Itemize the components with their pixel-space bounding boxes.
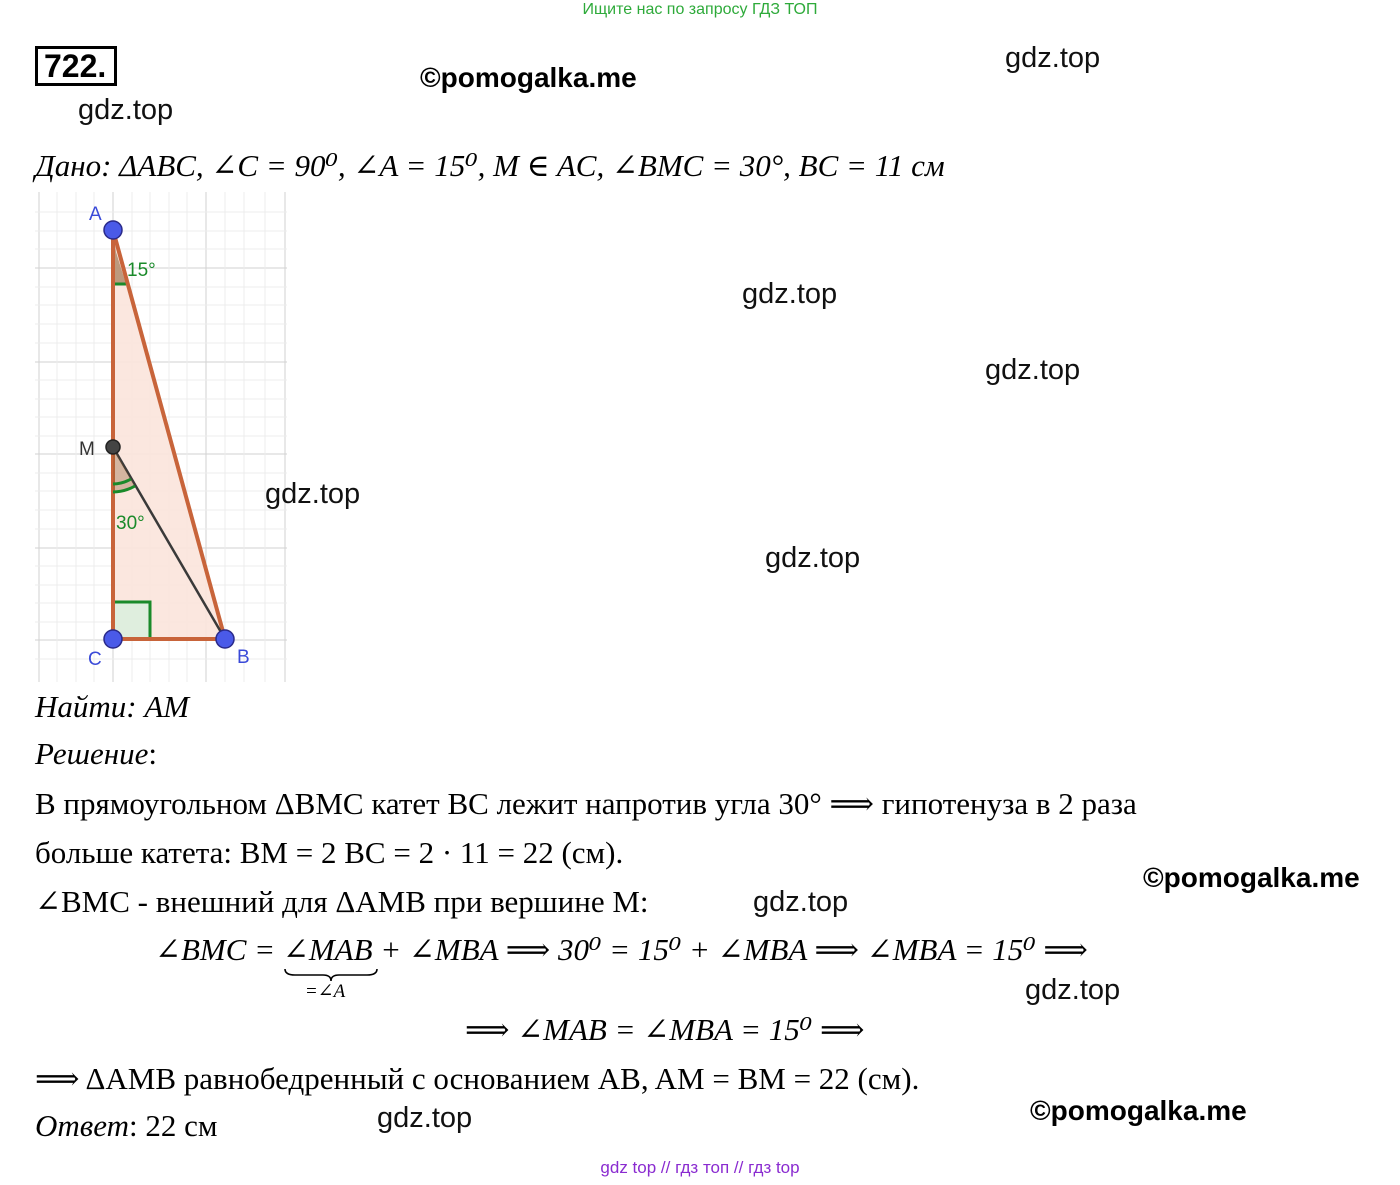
point-b	[216, 630, 234, 648]
given-line	[35, 148, 945, 184]
point-c	[104, 630, 122, 648]
solution-line-4: ⟹ ΔAMB равнобедренный с основанием AB, AM = BM = 22 (см).	[35, 1061, 920, 1096]
given-label: Дано	[35, 148, 102, 183]
gdz-watermark: gdz.top	[78, 94, 174, 126]
find-line	[35, 689, 189, 725]
angle-a-label: 15°	[127, 260, 156, 281]
equation-1-brace-label: =∠A	[304, 981, 346, 1002]
label-m: M	[79, 439, 95, 460]
label-a: A	[89, 204, 102, 225]
solution-line-3: ∠BMC - внешний для ΔAMB при вершине M:	[35, 884, 649, 919]
footer-links: gdz top // гдз топ // гдз top	[600, 1158, 800, 1177]
answer-label: Ответ	[35, 1108, 129, 1143]
gdz-watermark: gdz.top	[377, 1102, 473, 1134]
solution-label: Решение	[35, 736, 149, 771]
find-text: : AM	[126, 689, 190, 724]
top-banner: Ищите нас по запросу ГДЗ ТОП	[582, 1, 818, 18]
triangle-figure	[35, 192, 290, 684]
gdz-watermark: gdz.top	[1025, 974, 1121, 1006]
angle-m-label: 30°	[116, 513, 145, 534]
given-text: : ΔABC, ∠C = 90⁰, ∠A = 15⁰, M ∈ AC, ∠BMC = 30°, BC = 11 см	[101, 148, 945, 183]
equation-2: ⟹ ∠MAB = ∠MBA = 15⁰ ⟹	[465, 1012, 865, 1047]
gdz-watermark: gdz.top	[753, 886, 849, 918]
gdz-watermark: gdz.top	[1005, 42, 1101, 74]
answer-line	[35, 1108, 217, 1144]
label-c: C	[88, 649, 102, 670]
equation-1-right: + ∠MBA ⟹ 30⁰ = 15⁰ + ∠MBA ⟹ ∠MBA = 15⁰ ⟹	[372, 932, 1088, 967]
equation-1-underbrace	[282, 932, 373, 1002]
point-m	[106, 440, 120, 454]
gdz-watermark: gdz.top	[742, 278, 838, 310]
pomogalka-watermark: ©pomogalka.me	[1143, 862, 1360, 893]
problem-number: 722.	[35, 46, 117, 86]
equation-1-left: ∠BMC =	[155, 932, 283, 967]
label-b: B	[237, 647, 250, 668]
pomogalka-watermark: ©pomogalka.me	[420, 62, 637, 93]
solution-colon: :	[148, 736, 157, 771]
point-a	[104, 221, 122, 239]
find-label: Найти	[35, 689, 127, 724]
gdz-watermark: gdz.top	[765, 542, 861, 574]
gdz-watermark: gdz.top	[985, 354, 1081, 386]
solution-line-2: больше катета: BM = 2 BC = 2 · 11 = 22 (см).	[35, 835, 624, 870]
gdz-watermark: gdz.top	[265, 478, 361, 510]
solution-line-1: В прямоугольном ΔBMC катет BC лежит напротив угла 30° ⟹ гипотенуза в 2 раза	[35, 786, 1137, 821]
solution-heading	[35, 736, 157, 772]
equation-1-brace-term: ∠MAB	[282, 932, 373, 967]
pomogalka-watermark: ©pomogalka.me	[1030, 1095, 1247, 1126]
answer-text: : 22 см	[128, 1108, 218, 1143]
